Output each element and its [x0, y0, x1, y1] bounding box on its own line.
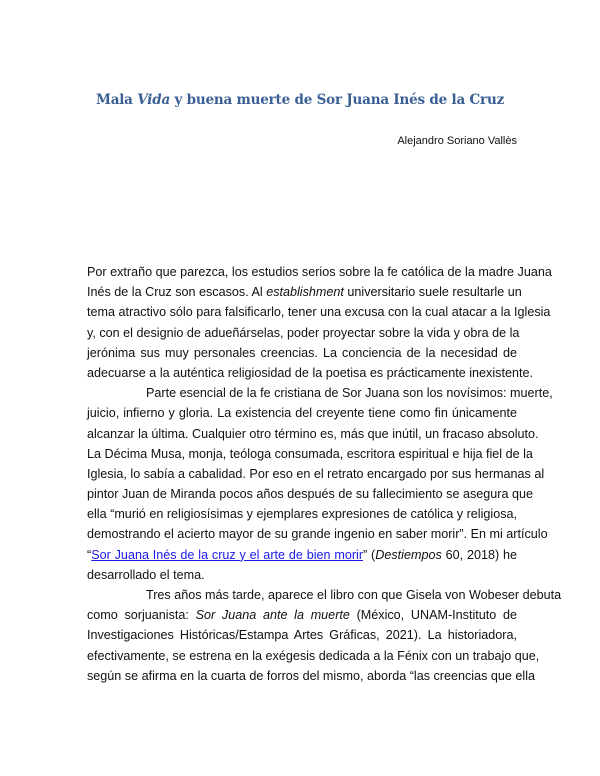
title-text-rest: y buena muerte de Sor Juana Inés de la Cruz — [170, 92, 505, 108]
italic-text: Destiempos — [375, 547, 442, 562]
text-line — [87, 524, 548, 544]
text: La Décima Musa, monja, teóloga consumada, escritora espiritual e hija fiel de la — [87, 446, 533, 461]
author-name: Alejandro Soriano Vallès — [397, 135, 517, 147]
text-line — [87, 605, 517, 625]
paragraph — [87, 383, 553, 585]
text: desarrollado el tema. — [87, 567, 205, 582]
text-line — [87, 666, 536, 686]
text: Por extraño que parezca, los estudios serios sobre la fe católica de la madre Juana — [87, 265, 552, 279]
document-title — [0, 92, 600, 108]
text-line — [87, 323, 520, 343]
article-link[interactable]: Sor Juana Inés de la cruz y el arte de bien morir — [91, 547, 364, 562]
text-line — [87, 464, 545, 484]
text-line — [87, 403, 517, 423]
text: según se afirma en la cuarta de forros del mismo, aborda “las creencias que ella — [87, 668, 536, 683]
text: adecuarse a la auténtica religiosidad de la poetisa es prácticamente inexistente. — [87, 365, 533, 380]
text-line — [87, 262, 552, 282]
paragraph — [87, 262, 552, 383]
text-line — [87, 343, 517, 363]
italic-text: establishment — [266, 285, 344, 300]
text: tema atractivo sólo para falsificarlo, tener una excusa con la cual atacar a la Iglesia — [87, 305, 551, 320]
text-line — [87, 625, 517, 645]
text: demostrando el acierto mayor de su grande ingenio en saber morir”. En mi artículo — [87, 527, 548, 542]
text-line — [87, 282, 522, 302]
title-italic-word: Vida — [137, 92, 170, 108]
text-line — [87, 545, 517, 565]
text-line — [87, 565, 517, 585]
text: como sorjuanista: — [87, 608, 196, 623]
text: efectivamente, se estrena en la exégesis dedicada a la Fénix con un trabajo que, — [87, 648, 540, 663]
text: 60, 2018) he — [441, 547, 518, 562]
text-line — [87, 363, 533, 383]
text: jerónima sus muy personales creencias. La conciencia de la necesidad de — [87, 345, 517, 360]
text: Tres años más tarde, aparece el libro con que Gisela von Wobeser debuta — [146, 588, 562, 602]
text: (México, UNAM-Instituto de — [349, 608, 517, 623]
text: ” ( — [363, 547, 376, 562]
text: Iglesia, lo sabía a cabalidad. Por eso en el retrato encargado por sus hermanas al — [87, 466, 545, 481]
text-line — [87, 383, 553, 403]
text-line — [87, 504, 517, 524]
text-line — [87, 646, 540, 666]
text: pintor Juan de Miranda pocos años después de su fallecimiento se asegura que — [87, 487, 533, 502]
text-line — [87, 302, 551, 322]
text: ella “murió en religiosísimas y ejemplares expresiones de católica y religiosa, — [87, 507, 517, 522]
text-line — [87, 424, 539, 444]
text-line — [87, 444, 533, 464]
text: universitario suele resultarle un — [343, 285, 522, 300]
text: alcanzar la última. Cualquier otro término es, más que inútil, un fracaso absoluto. — [87, 426, 539, 441]
text-line — [87, 585, 562, 605]
text: Parte esencial de la fe cristiana de Sor Juana son los novísimos: muerte, — [146, 386, 553, 401]
text-line — [87, 484, 533, 504]
paragraph — [87, 585, 562, 686]
italic-text: Sor Juana ante la muerte — [195, 608, 350, 623]
document-body — [87, 262, 562, 686]
text: Inés de la Cruz son escasos. Al — [87, 285, 267, 300]
text: juicio, infierno y gloria. La existencia del creyente tiene como fin únicamente — [87, 406, 517, 421]
text: “ — [87, 547, 92, 562]
text: y, con el designio de adueñárselas, poder proyectar sobre la vida y obra de la — [87, 325, 520, 340]
text: Investigaciones Históricas/Estampa Artes Gráficas, 2021). La historiadora, — [87, 628, 517, 643]
title-text: Mala — [95, 92, 138, 108]
